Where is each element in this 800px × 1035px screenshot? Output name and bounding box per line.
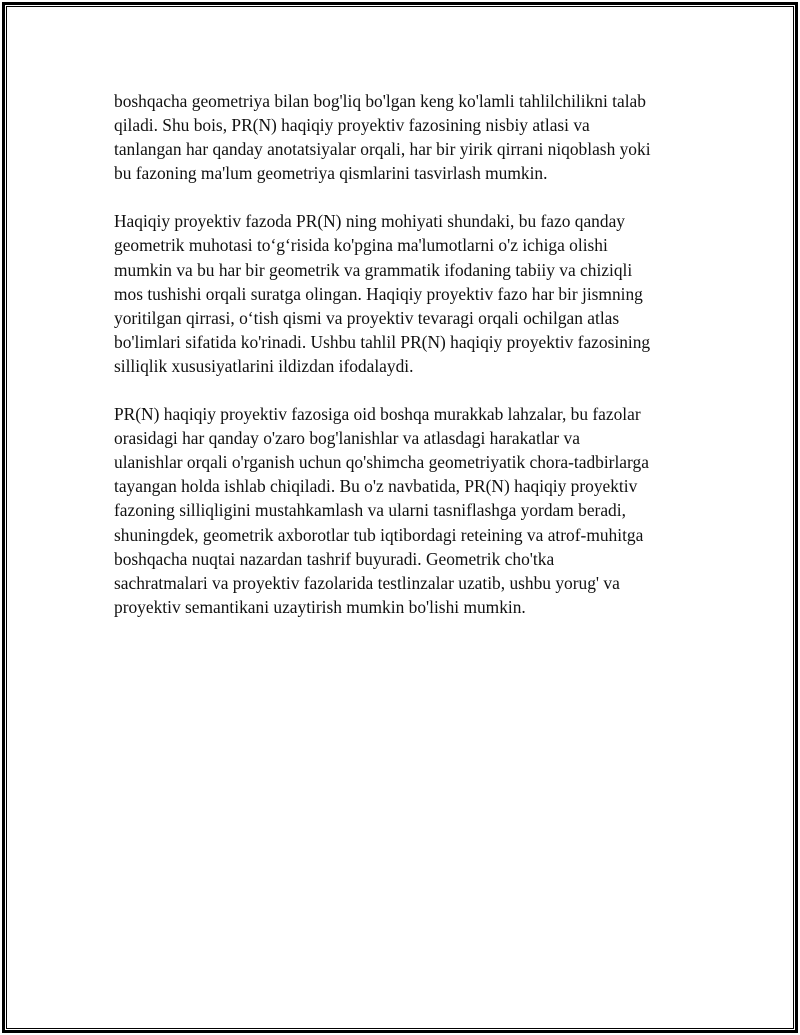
text-line: bu fazoning ma'lum geometriya qismlarini tasvirlash mumkin. (114, 163, 548, 184)
text-line: fazoning silliqligini mustahkamlash va ularni tasniflashga yordam beradi, (114, 500, 626, 521)
text-line: bo'limlari sifatida ko'rinadi. Ushbu tahlil PR(N) haqiqiy proyektiv fazosining (114, 331, 651, 352)
text-line: proyektiv semantikani uzaytirish mumkin bo'lishi mumkin. (114, 596, 526, 617)
text-line: mumkin va bu har bir geometrik va grammatik ifodaning tabiiy va chiziqli (114, 259, 633, 280)
document-body (114, 89, 694, 643)
text-line: sachratmalari va proyektiv fazolarida testlinzalar uzatib, ushbu yorug' va (114, 572, 620, 593)
text-line: tanlangan har qanday anotatsiyalar orqali, har bir yirik qirrani niqoblash yoki (114, 139, 651, 160)
text-line: boshqacha nuqtai nazardan tashrif buyuradi. Geometrik cho'tka (114, 548, 555, 569)
text-line: geometrik muhotasi to‘g‘risida ko'pgina ma'lumotlarni o'z ichiga olishi (114, 235, 608, 256)
text-line: tayangan holda ishlab chiqiladi. Bu o'z navbatida, PR(N) haqiqiy proyektiv (114, 476, 638, 497)
text-line: ulanishlar orqali o'rganish uchun qo'shimcha geometriyatik chora-tadbirlarga (114, 452, 649, 473)
text-line: silliqlik xususiyatlarini ildizdan ifodalaydi. (114, 355, 414, 376)
text-line: boshqacha geometriya bilan bog'liq bo'lgan keng ko'lamli tahlilchilikni talab (114, 91, 646, 111)
paragraph-2 (114, 209, 694, 378)
paragraph-1 (114, 89, 694, 185)
text-line: yoritilgan qirrasi, o‘tish qismi va proyektiv tevaragi orqali ochilgan atlas (114, 307, 620, 328)
paragraph-3 (114, 402, 694, 619)
text-line: qiladi. Shu bois, PR(N) haqiqiy proyektiv fazosining nisbiy atlasi va (114, 115, 590, 136)
text-line: mos tushishi orqali suratga olingan. Haqiqiy proyektiv fazo har bir jismning (114, 283, 643, 304)
text-line: orasidagi har qanday o'zaro bog'lanishlar va atlasdagi harakatlar va (114, 428, 580, 449)
text-line: PR(N) haqiqiy proyektiv fazosiga oid boshqa murakkab lahzalar, bu fazolar (114, 404, 641, 425)
text-line: Haqiqiy proyektiv fazoda PR(N) ning mohiyati shundaki, bu fazo qanday (114, 211, 625, 232)
text-line: shuningdek, geometrik axborotlar tub iqtibordagi reteining va atrof-muhitga (114, 524, 644, 545)
